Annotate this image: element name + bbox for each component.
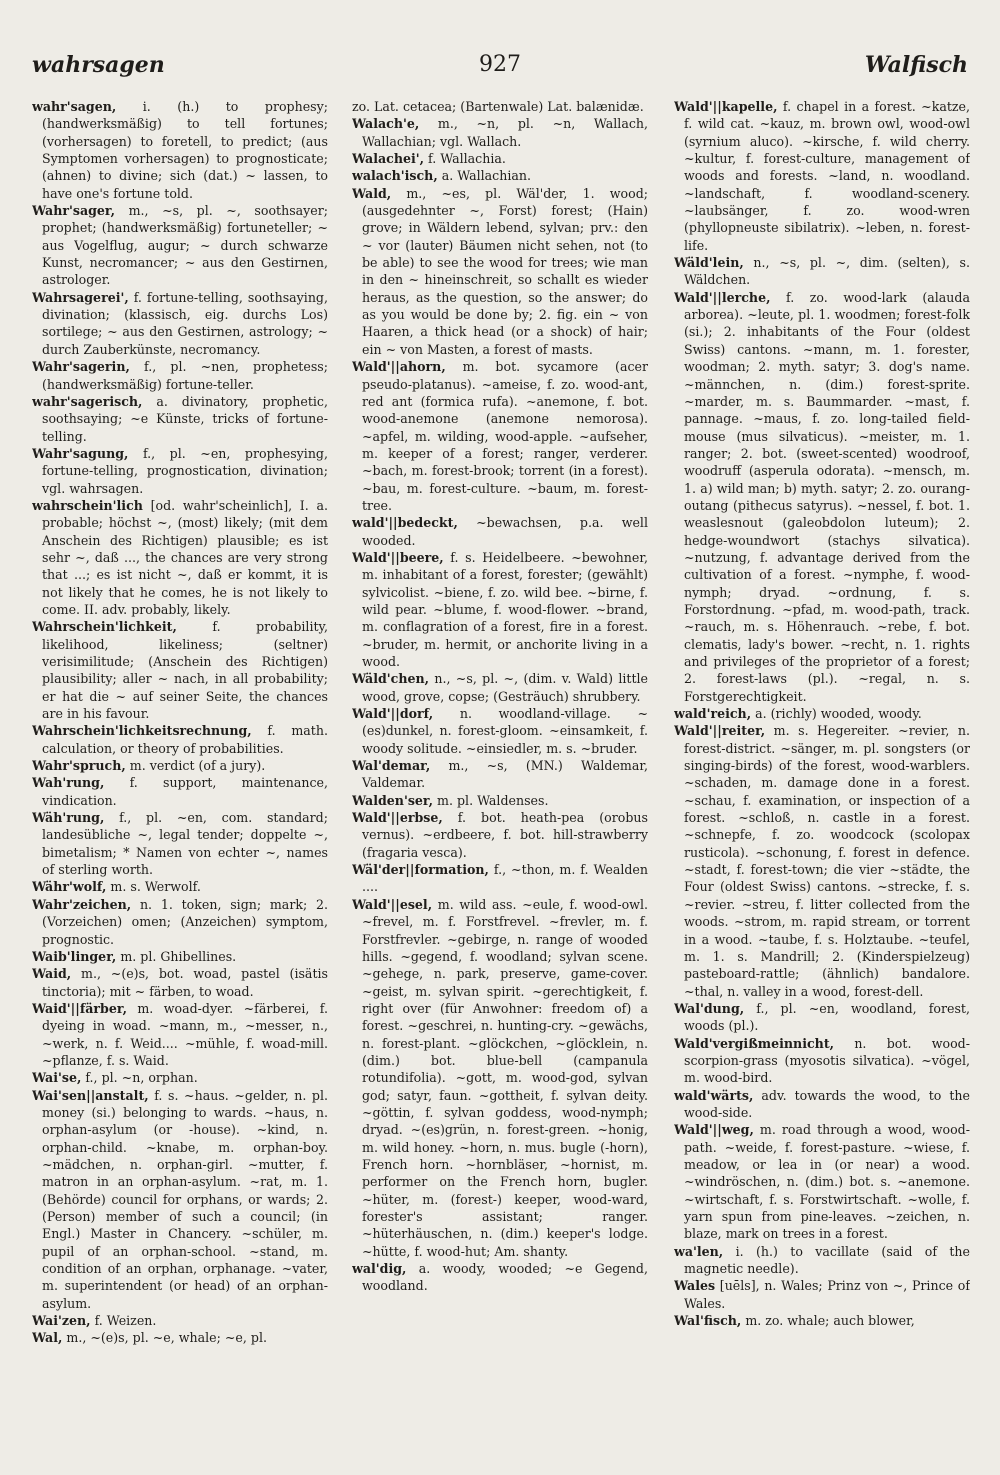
dictionary-entry: [352, 1260, 648, 1295]
dictionary-entry: [352, 167, 648, 184]
entry-definition: f. chapel in a forest. ~katze, f. wild cat. ~kauz, m. brown owl, wood-owl (syrnium aluco). ~kirsche, f. wild cherry. ~kultur, f. forest-culture, management of woods and forests. ~land, n. woodland. ~landschaft, f. woodland-scenery. ~laubsänger, f. zo. wood-wren (phyllopneuste sibilatrix). ~leben, n. forest-life.: [684, 99, 970, 253]
entry-definition: m. pl. Waldenses.: [433, 792, 549, 808]
entry-headword: Wald'||weg,: [674, 1122, 754, 1138]
entry-headword: Walden'ser,: [352, 792, 434, 808]
entry-headword: Waib'linger,: [32, 948, 117, 964]
entry-definition: m. pl. Ghibellines.: [116, 948, 237, 964]
entry-definition: f. math. calculation, or theory of probabilities.: [42, 723, 328, 756]
entry-headword: wal'dig,: [352, 1261, 407, 1277]
entry-headword: Wal'demar,: [352, 758, 431, 774]
entry-definition: m. woad-dyer. ~färberei, f. dyeing in woad. ~mann, m., ~messer, n., ~werk, n. f. Weid.... ~mühle, f. woad-mill. ~pflanze, f. s. Waid.: [42, 1000, 328, 1068]
dictionary-entry: [352, 358, 648, 514]
entry-headword: Wäld'lein,: [674, 255, 744, 271]
entry-headword: wa'len,: [674, 1243, 724, 1259]
entry-headword: Wahr'zeichen,: [32, 896, 132, 912]
dictionary-entry: [674, 1312, 970, 1329]
entry-headword: Wald'||erbse,: [352, 810, 443, 826]
dictionary-entry: [352, 150, 648, 167]
entry-definition: [uēls], n. Wales; Prinz von ~, Prince of Wales.: [684, 1278, 970, 1311]
dictionary-entry: [352, 809, 648, 861]
entry-definition: f., pl. ~en, com. standard; landesübliche ~, legal tender; doppelte ~, bimetalism; * Namen von echter ~, names of sterling worth.: [42, 810, 328, 878]
entry-headword: Wales: [674, 1278, 716, 1294]
dictionary-entry: [674, 254, 970, 289]
entry-headword: Wahr'spruch,: [32, 758, 126, 774]
entry-definition: f., pl. ~n, orphan.: [81, 1070, 198, 1086]
entry-headword: Wäl'der||formation,: [352, 862, 489, 878]
page-number: 927: [479, 52, 521, 77]
dictionary-entry: [674, 1277, 970, 1312]
entry-headword: Wäh'rung,: [32, 810, 105, 826]
entry-headword: Wald'||reiter,: [674, 723, 766, 739]
dictionary-entry: [352, 896, 648, 1260]
entry-headword: Wahr'sagung,: [32, 445, 129, 461]
dictionary-entry: [32, 393, 328, 445]
dictionary-entry: [32, 878, 328, 895]
dictionary-entry: [32, 722, 328, 757]
entry-headword: Wald'||esel,: [352, 896, 433, 912]
dictionary-entry: [352, 792, 648, 809]
page-header: [32, 52, 968, 92]
entry-definition: n., ~s, pl. ~, (dim. v. Wald) little wood, grove, copse; (Gesträuch) shrubbery.: [362, 671, 648, 704]
dictionary-entry: [352, 115, 648, 150]
dictionary-entry: [352, 549, 648, 670]
entry-definition: f., pl. ~en, woodland, forest, woods (pl.).: [684, 1000, 970, 1034]
entry-headword: Wald,: [352, 185, 392, 201]
entry-headword: Wahr'sagerin,: [32, 359, 130, 375]
entry-definition: f. bot. heath-pea (orobus vernus). ~erdbeere, f. bot. hill-strawberry (fragaria vesca).: [362, 810, 648, 860]
dictionary-entry: [352, 98, 648, 115]
entry-definition: f. support, maintenance, vindication.: [42, 775, 328, 808]
dictionary-entry: [674, 1000, 970, 1035]
dictionary-entry: [674, 1243, 970, 1278]
entry-definition: f., pl. ~en, prophesying, fortune-telling, prognostication, divination; vgl. wahrsagen.: [42, 445, 328, 496]
dictionary-entry: [674, 722, 970, 1000]
entry-definition: a. divinatory, prophetic, soothsaying; ~e Künste, tricks of fortune-telling.: [42, 393, 328, 444]
entry-definition: f., ~thon, m. f. Wealden ....: [362, 862, 648, 895]
entry-headword: Währ'wolf,: [32, 879, 107, 895]
dictionary-entry: [352, 514, 648, 549]
entry-definition: i. (h.) to vacillate (said of the magnetic needle).: [684, 1243, 970, 1277]
entry-headword: Wah'rung,: [32, 775, 105, 791]
dictionary-entry: [674, 98, 970, 254]
entry-definition: m. s. Hegereiter. ~revier, n. forest-district. ~sänger, m. pl. songsters (or singing-birds) of the forest, wood-warblers. ~schaden, m. damage done in a forest. ~schau, f. examination, or inspection of a forest. ~schloß, n. castle in a forest. ~schnepfe, f. zo. woodcock (scolopax rusticola). ~schonung, f. forest in defence. ~stadt, f. forest-town; die vier ~städte, the Four (oldest Swiss) cantons. ~strecke, f. s. ~revier. ~streu, f. litter collected from the woods. ~strom, m. rapid stream, or torrent in a wood. ~taube, f. s. Holztaube. ~teufel, m. 1. s. Mandrill; 2. (Kinderspielzeug) pasteboard-rattle; (ähnlich) bandalore. ~thal, n. valley in a wood, forest-dell.: [684, 723, 970, 999]
dictionary-entry: [32, 1329, 328, 1346]
entry-definition: m. verdict (of a jury).: [125, 758, 266, 774]
dictionary-entry: [32, 358, 328, 393]
dictionary-entry: [32, 948, 328, 965]
entry-headword: Wai'sen||anstalt,: [32, 1087, 149, 1103]
entry-definition: a. woody, wooded; ~e Gegend, woodland.: [362, 1261, 648, 1294]
entry-headword: Wald'||kapelle,: [674, 99, 778, 114]
entry-definition: m. s. Werwolf.: [106, 879, 201, 895]
entry-headword: Wald'vergißmeinnicht,: [674, 1035, 835, 1051]
entry-headword: Walachei',: [352, 151, 425, 167]
entry-definition: m. bot. sycamore (acer pseudo-platanus). ~ameise, f. zo. wood-ant, red ant (formica rufa). ~anemone, f. bot. wood-anemone (anemone nemorosa). ~apfel, m. wilding, wood-apple. ~aufseher, m. keeper of a forest; ranger, verderer. ~bach, m. forest-brook; torrent (in a forest). ~bau, m. forest-culture. ~baum, m. forest-tree.: [362, 359, 648, 513]
entry-headword: Wäld'chen,: [352, 671, 430, 687]
entry-definition: m., ~s, (MN.) Waldemar, Valdemar.: [362, 758, 648, 791]
entry-headword: wahrschein'lich: [32, 497, 143, 513]
entry-definition: f. fortune-telling, soothsaying, divination; (klassisch, eig. durchs Los) sortilege; ~ aus den Gestirnen, astrology; ~ durch Zauberkünste, necromancy.: [42, 289, 328, 357]
entry-definition: a. (richly) wooded, woody.: [751, 706, 922, 722]
dictionary-entry: [32, 896, 328, 948]
entry-headword: wahr'sagen,: [32, 99, 117, 114]
entry-definition: [od. wahr'scheinlich], I. a. probable; höchst ~, (most) likely; (mit dem Anschein des Richtigen) plausible; es ist sehr ~, daß ..., the chances are very strong that ...; es ist nicht ~, daß er kommt, it is not likely that he comes, he is not likely to come. II. adv. probably, likely.: [42, 497, 328, 617]
entry-headword: Wal,: [32, 1330, 63, 1346]
dictionary-entry: [352, 705, 648, 757]
dictionary-entry: [32, 1312, 328, 1329]
entry-definition: zo. Lat. cetacea; (Bartenwale) Lat. balænidæ.: [352, 99, 644, 114]
dictionary-entry: [32, 965, 328, 1000]
entry-headword: Wahrschein'lichkeit,: [32, 619, 177, 635]
column-1: [32, 98, 328, 1443]
entry-definition: f. probability, likelihood, likeliness; (seltner) verisimilitude; (Anschein des Richtigen) plausibility; aller ~ nach, in all probability; er hat die ~ auf seiner Seite, the chances are in his favour.: [42, 619, 328, 722]
dictionary-entry: [32, 445, 328, 497]
dictionary-entry: [32, 757, 328, 774]
dictionary-entry: [674, 705, 970, 722]
entry-headword: Wai'zen,: [32, 1313, 91, 1329]
entry-definition: n. 1. token, sign; mark; 2. (Vorzeichen) omen; (Anzeichen) symptom, prognostic.: [42, 896, 328, 947]
dictionary-entry: [32, 1069, 328, 1086]
header-last-word: Walfisch: [864, 52, 968, 78]
entry-definition: f., pl. ~nen, prophetess; (handwerksmäßig) fortune-teller.: [42, 359, 328, 392]
entry-definition: m. zo. whale; auch blower,: [741, 1313, 915, 1329]
dictionary-entry: [352, 861, 648, 896]
entry-headword: Wald'||lerche,: [674, 289, 771, 305]
entry-definition: f. Weizen.: [90, 1313, 157, 1329]
entry-definition: adv. towards the wood, to the wood-side.: [684, 1087, 970, 1120]
dictionary-entry: [674, 289, 970, 705]
entry-headword: Wal'dung,: [674, 1000, 745, 1016]
entry-headword: wahr'sagerisch,: [32, 393, 143, 409]
dictionary-entry: [352, 670, 648, 705]
entry-headword: Wald'||dorf,: [352, 706, 434, 722]
dictionary-entry: [32, 1000, 328, 1069]
dictionary-entry: [32, 618, 328, 722]
dictionary-entry: [674, 1121, 970, 1242]
entry-headword: Walach'e,: [352, 116, 420, 132]
entry-definition: f. s. Heidelbeere. ~bewohner, m. inhabitant of a forest, forester; (gewählt) sylvicolist. ~biene, f. zo. wild bee. ~birne, f. wild pear. ~blume, f. wood-flower. ~brand, m. conflagration of a forest, fire in a forest. ~bruder, m. hermit, or anchorite living in a wood.: [362, 549, 648, 669]
entry-headword: wald'reich,: [674, 706, 752, 722]
dictionary-entry: [32, 289, 328, 358]
dictionary-entry: [674, 1035, 970, 1087]
dictionary-entry: [32, 774, 328, 809]
header-first-word: wahrsagen: [32, 52, 165, 78]
entry-headword: Wai'se,: [32, 1070, 82, 1086]
dictionary-entry: [32, 98, 328, 202]
columns: [32, 98, 972, 1443]
entry-definition: m., ~es, pl. Wäl'der, 1. wood; (ausgedehnter ~, Forst) forest; (Hain) grove; in Wäldern lebend, sylvan; prv.: den ~ vor (lauter) Bäumen nicht sehen, not (to be able) to see the wood for trees; wie man in den ~ hineinschreit, so schallt es wieder heraus, as the question, so the answer; do as you would be done by; 2. fig. ein ~ von Haaren, a thick head (or a shock) of hair; ein ~ von Masten, a forest of masts.: [362, 185, 648, 357]
entry-definition: m. road through a wood, wood-path. ~weide, f. forest-pasture. ~wiese, f. meadow, or lea in (or near) a wood. ~windröschen, n. (dim.) bot. s. ~anemone. ~wirtschaft, f. s. Forstwirtschaft. ~wolle, f. yarn spun from pine-leaves. ~zeichen, n. blaze, mark on trees in a forest.: [684, 1122, 970, 1242]
entry-headword: Wahrschein'lichkeitsrechnung,: [32, 723, 252, 739]
entry-definition: m. wild ass. ~eule, f. wood-owl. ~frevel, m. f. Forstfrevel. ~frevler, m. f. Forstfrevler. ~gebirge, n. range of wooded hills. ~gegend, f. woodland; sylvan scene. ~gehege, n. park, preserve, game-cover. ~geist, m. sylvan spirit. ~gerechtigkeit, f. right over (für Anwohner: freedom of) a forest. ~geschrei, n. hunting-cry. ~gewächs, n. forest-plant. ~glöckchen, ~glöcklein, n. (dim.) bot. blue-bell (campanula rotundifolia). ~gott, m. wood-god, sylvan god; satyr, faun. ~gottheit, f. sylvan deity. ~göttin, f. sylvan goddess, wood-nymph; dryad. ~(es)grün, n. forest-green. ~honig, m. wild honey. ~horn, n. mus. bugle (-horn), French horn. ~hornbläser, ~hornist, m. performer on the French horn, bugler. ~hüter, m. (forest-) keeper, wood-ward, forester's assistant; ranger. ~hüterhäuschen, n. (dim.) keeper's lodge. ~hütte, f. wood-hut; Am. shanty.: [362, 896, 648, 1259]
dictionary-entry: [32, 497, 328, 618]
entry-headword: wald'||bedeckt,: [352, 515, 458, 531]
dictionary-entry: [674, 1087, 970, 1122]
entry-headword: Waid,: [32, 966, 72, 982]
entry-headword: wald'wärts,: [674, 1087, 754, 1103]
dictionary-entry: [32, 809, 328, 878]
dictionary-entry: [352, 185, 648, 358]
entry-definition: n. bot. wood-scorpion-grass (myosotis silvatica). ~vögel, m. wood-bird.: [684, 1035, 970, 1086]
column-2: [352, 98, 648, 1443]
entry-definition: m., ~(e)s, bot. woad, pastel (isätis tinctoria); mit ~ färben, to woad.: [42, 966, 328, 999]
entry-definition: ~bewachsen, p.a. well wooded.: [362, 515, 648, 548]
entry-definition: f. s. ~haus. ~gelder, n. pl. money (si.) belonging to wards. ~haus, n. orphan-asylum (or -house). ~kind, n. orphan-child. ~knabe, m. orphan-boy. ~mädchen, n. orphan-girl. ~mutter, f. matron in an orphan-asylum. ~rat, m. 1. (Behörde) council for orphans, or wards; 2. (Person) member of such a council; (in Engl.) Master in Chancery. ~schüler, m. pupil of an orphan-school. ~stand, m. condition of an orphan, orphanage. ~vater, m. superintendent (or head) of an orphan-asylum.: [42, 1087, 328, 1311]
entry-definition: n. woodland-village. ~(es)dunkel, n. forest-gloom. ~einsamkeit, f. woody solitude. ~einsiedler, m. s. ~bruder.: [362, 706, 648, 756]
entry-definition: m., ~s, pl. ~, soothsayer; prophet; (handwerksmäßig) fortuneteller; ~ aus Vogelflug, augur; ~ durch schwarze Kunst, necromancer; ~ aus den Gestirnen, astrologer.: [42, 203, 328, 288]
entry-definition: i. (h.) to prophesy; (handwerksmäßig) to tell fortunes; (vorhersagen) to foretell, to predict; (aus Symptomen vorhersagen) to prognosticate; (ahnen) to divine; sich (dat.) ~ lassen, to have one's fortune told.: [42, 99, 328, 201]
entry-headword: Wal'fisch,: [674, 1313, 742, 1329]
entry-definition: m., ~(e)s, pl. ~e, whale; ~e, pl.: [62, 1330, 267, 1346]
dictionary-entry: [352, 757, 648, 792]
entry-headword: Wahrsagerei',: [32, 289, 129, 305]
entry-headword: walach'isch,: [352, 168, 438, 184]
dictionary-entry: [32, 1087, 328, 1312]
entry-definition: f. zo. wood-lark (alauda arborea). ~leute, pl. 1. woodmen; forest-folk (si.); 2. inhabitants of the Four (oldest Swiss) cantons. ~mann, m. 1. forester, woodman; 2. myth. satyr; 3. dog's name. ~männchen, n. (dim.) forest-sprite. ~marder, m. s. Baummarder. ~mast, f. pannage. ~maus, f. zo. long-tailed field-mouse (mus silvaticus). ~meister, m. 1. ranger; 2. bot. (sweet-scented) woodroof, woodruff (asperula odorata). ~mensch, m. 1. a) wild man; b) myth. satyr; 2. zo. ourang-outang (pithecus satyrus). ~nessel, f. bot. 1. weaslesnout (galeobdolon luteum); 2. hedge-woundwort (stachys silvatica). ~nutzung, f. advantage derived from the cultivation of a forest. ~nymphe, f. wood-nymph; dryad. ~ordnung, f. s. Forstordnung. ~pfad, m. wood-path, track. ~rauch, m. s. Höhenrauch. ~rebe, f. bot. clematis, lady's bower. ~recht, n. 1. rights and privileges of the proprietor of a forest; 2. forest-laws (pl.). ~regal, n. s. Forstgerechtigkeit.: [684, 289, 970, 704]
entry-headword: Wald'||ahorn,: [352, 359, 446, 375]
entry-headword: Waid'||färber,: [32, 1000, 127, 1016]
entry-definition: f. Wallachia.: [424, 151, 506, 167]
entry-headword: Wald'||beere,: [352, 549, 444, 565]
dictionary-entry: [32, 202, 328, 289]
entry-definition: n., ~s, pl. ~, dim. (selten), s. Wäldchen.: [684, 255, 970, 288]
entry-definition: a. Wallachian.: [437, 168, 531, 184]
entry-headword: Wahr'sager,: [32, 203, 116, 219]
column-3: [674, 98, 970, 1443]
entry-definition: m., ~n, pl. ~n, Wallach, Wallachian; vgl. Wallach.: [362, 116, 648, 149]
